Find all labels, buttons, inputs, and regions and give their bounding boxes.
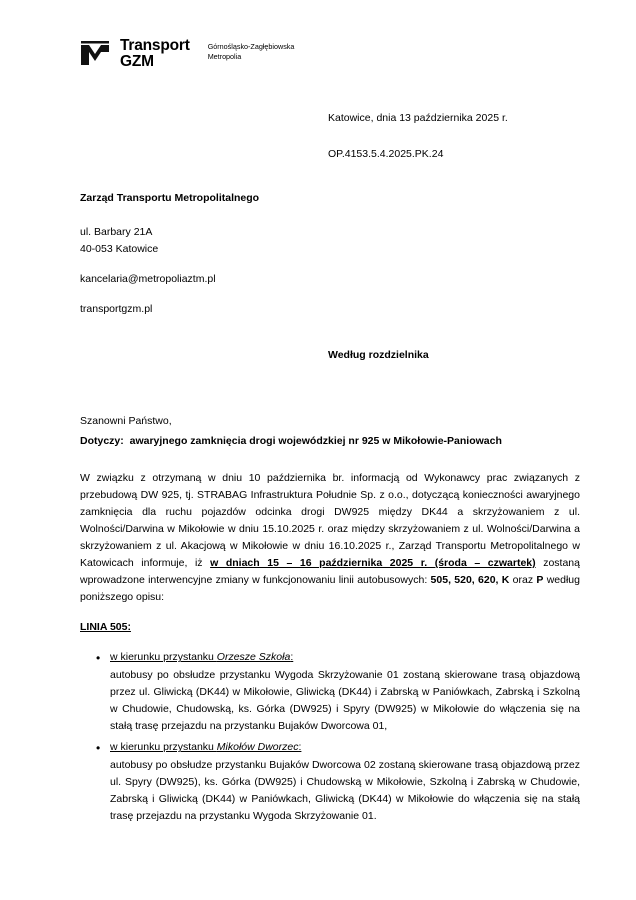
addressee-street: ul. Barbary 21A <box>80 226 153 239</box>
logo-subtitle-line2: Metropolia <box>207 51 242 61</box>
subject-text: awaryjnego zamknięcia drogi wojewódzkiej nr 925 w Mikołowie-Paniowach <box>129 435 502 448</box>
addressee-email: kancelaria@metropoliaztm.pl <box>80 272 216 285</box>
logo-wordmark <box>120 38 190 71</box>
direction-detail: autobusy po obsłudze przystanku Wygoda Skrzyżowanie 01 zostaną skierowane trasą objazdową przez ul. Gliwicką (DK44) w Mikołowie, Gliwicką (DK44) i Zabrską w Paniówkach, Zabrską i Szkolną w Chudowie, Chudowską, ks. Górka (DW925) i Spyry (DW925) w Mikołowie do włączenia się na stałą trasę przejazdu na przystanku Bujaków Dworcowa 01, <box>110 669 580 733</box>
direction-heading <box>110 649 580 666</box>
list-item <box>110 649 580 735</box>
subject-line <box>80 433 580 450</box>
distribution-line: Według rozdzielnika <box>328 349 429 362</box>
direction-stop-name: Orzesze Szkoła <box>216 651 291 664</box>
letterhead <box>80 36 580 82</box>
place-and-date: Katowice, dnia 13 października 2025 r. <box>328 112 508 124</box>
gzm-logo-icon <box>80 40 110 66</box>
intro-lines-2: P <box>536 574 544 587</box>
logo-subtitle <box>208 42 295 61</box>
addressee-name: Zarząd Transportu Metropolitalnego <box>80 192 260 204</box>
reference-number: OP.4153.5.4.2025.PK.24 <box>328 148 444 160</box>
logo-brand-line1: Transport <box>120 37 190 54</box>
spacer <box>80 257 580 271</box>
addressee-website: transportgzm.pl <box>80 303 153 316</box>
intro-lines-1: 505, 520, 620, K <box>430 574 510 587</box>
addressee-city: 40-053 Katowice <box>80 242 159 255</box>
logo-brand-line2: GZM <box>120 53 154 71</box>
direction-suffix: : <box>298 741 302 754</box>
direction-heading <box>110 739 580 756</box>
intro-dates: w dniach 15 – 16 października 2025 r. (środa – czwartek) <box>210 557 536 570</box>
logo-subtitle-line1: Górnośląsko-Zagłębiowska <box>207 42 295 51</box>
direction-prefix: w kierunku przystanku <box>110 741 217 754</box>
subject-label: Dotyczy: <box>80 435 124 448</box>
addressee-block <box>80 190 580 317</box>
intro-paragraph <box>80 470 580 606</box>
list-item <box>110 739 580 825</box>
salutation: Szanowni Państwo, <box>80 415 172 428</box>
direction-prefix: w kierunku przystanku <box>110 651 217 664</box>
line-heading-505: LINIA 505: <box>80 621 131 634</box>
route-changes-list <box>80 649 580 825</box>
spacer <box>80 287 580 301</box>
header-meta <box>328 112 580 160</box>
intro-part-e: według poniższego opisu: <box>80 574 580 604</box>
direction-stop-name: Mikołów Dworzec <box>216 741 299 754</box>
letter-body <box>80 413 580 825</box>
intro-part-d: oraz <box>509 574 537 587</box>
intro-part-a: W związku z otrzymaną w dniu 10 października br. informacją od Wykonawcy prac związanych z przebudową DW 925, tj. STRABAG Infrastruktura Południe Sp. z o.o., dotyczącą konieczności awaryjnego zamknięcia dla ruchu pojazdów odcinka drogi DW925 między DK44 a skrzyżowaniem z ul. Wolności/Darwina w Mikołowie w dniu 15.10.2025 r. oraz między skrzyżowaniem z ul. Wolności/Darwina a skrzyżowaniem z ul. Akacjową w Mikołowie w dniu 16.10.2025 r., Zarząd Transportu Metropolitalnego w Katowicach informuje, iż <box>80 472 580 570</box>
intro-part-c: zostaną wprowadzone interwencyjne zmiany w funkcjonowaniu linii autobusowych: <box>80 557 580 587</box>
direction-detail: autobusy po obsłudze przystanku Bujaków Dworcowa 02 zostaną skierowane trasą objazdową przez ul. Spyry (DW925), ks. Górka (DW925) i Chudowską w Mikołowie, Szkolną i Zabrską w Chudowie, Zabrską i Gliwicką (DK44) w Paniówkach, Gliwicką (DK44) w Mikołowie do włączenia się na stałą trasę przejazdu na przystanku Wygoda Skrzyżowanie 01. <box>110 759 580 823</box>
direction-suffix: : <box>290 651 294 664</box>
